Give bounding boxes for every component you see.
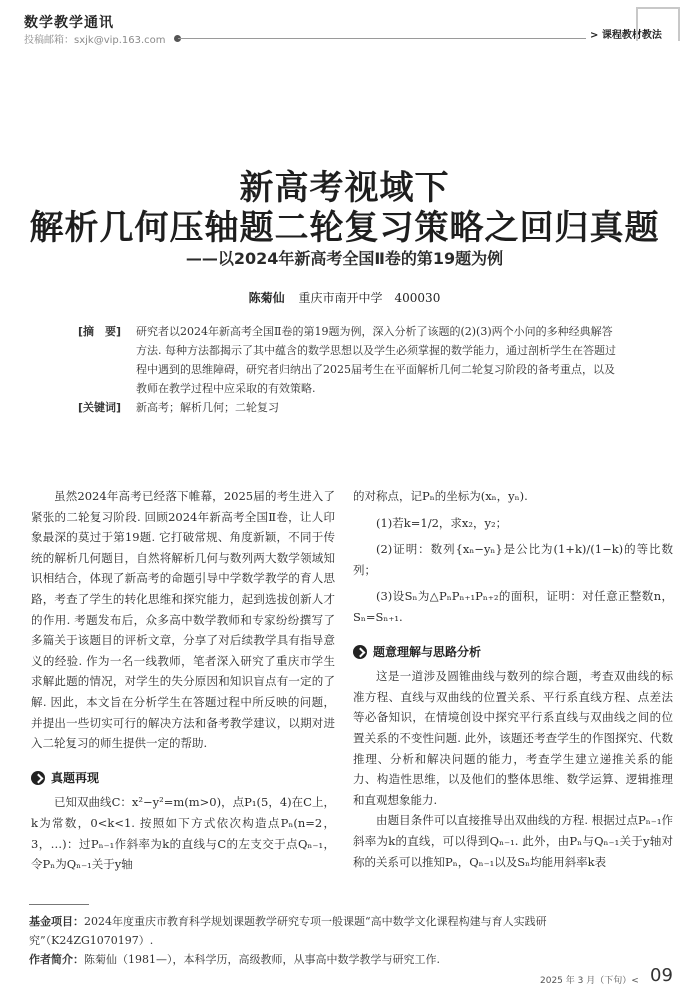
corner-tab [636, 7, 680, 41]
abstract-text: 研究者以2024年新高考全国Ⅱ卷的第19题为例，深入分析了该题的(2)(3)两个小问的多种经典解答方法. 每种方法都揭示了其中蕴含的数学思想以及学生必须掌握的数学能力，通过剖析学生在答题过程中遇到的思维障碍，研究者归纳出了2025届考生在平面解析几何二轮复习阶段的备考重点，以及教师在教学过程中应采取的有效策略. [136, 325, 616, 395]
abstract-label: [摘 要] [78, 325, 122, 338]
journal-title: 数学教学通讯 [24, 15, 114, 31]
section-heading-problem [31, 768, 335, 789]
fund-text: 2024年度重庆市教育科学规划课题教学研究专项一般课题“高中数学文化课程构建与育人实践研究”（K24ZG1070197）. [29, 915, 547, 947]
section-title: 题意理解与思路分析 [373, 644, 482, 659]
article-title-line2: 解析几何压轴题二轮复习策略之回归真题 [29, 208, 660, 248]
issue-date: 2025 年 3 月（下旬）< [540, 976, 639, 986]
abstract-row [78, 322, 618, 398]
keywords-text: 新高考；解析几何；二轮复习 [136, 401, 279, 414]
fund-label: 基金项目： [29, 915, 84, 928]
author-bio-text: 陈菊仙（1981—），本科学历，高级教师，从事高中数学教学与研究工作. [84, 953, 440, 966]
author-bio-label: 作者简介： [29, 953, 84, 966]
column-name: > 课程教材教法 [590, 30, 662, 41]
article-subtitle: ——以2024年新高考全国Ⅱ卷的第19题为例 [185, 249, 504, 268]
article-title-line1: 新高考视域下 [239, 168, 450, 208]
analysis-paragraph-2: 由题目条件可以直接推导出双曲线的方程. 根据过点Pₙ₋₁作斜率为k的直线，可以得到Qₙ₋₁. 此外，由Pₙ与Qₙ₋₁关于y轴对称的关系可以推知Pₙ，Qₙ₋₁以及Sₙ均能用斜率k表 [353, 813, 673, 869]
author-line [0, 289, 689, 306]
section-check-icon [31, 771, 45, 785]
intro-paragraph: 虽然2024年高考已经落下帷幕，2025届的考生进入了紧张的二轮复习阶段. 回顾2024年新高考全国Ⅱ卷，让人印象最深的莫过于第19题. 它打破常规、角度新颖，不同于传统的解析几何题目，自然将解析几何与数列两大数学领域知识相结合，体现了新高考的命题引导中学数学教学的育人思路，考查了学生的转化思维和探究能力，起到选拔创新人才的作用. 考题发布后，众多高中数学教师和专家纷纷撰写了多篇关于该题目的评析文章，分享了对后续教学具有指导意义的经验. 作为一名一线教师，笔者深入研究了重庆市学生求解此题的情况，对学生的失分原因和知识盲点有一定的了解. 因此，本文旨在分析学生在答题过程中所反映的问题，并提出一些切实可行的解决方法和备考教学建议，以期对进入二轮复习的师生提供一定的帮助. [31, 489, 335, 751]
footnote-rule [29, 904, 89, 905]
section-heading-analysis [353, 642, 673, 663]
page-number: 09 [650, 965, 673, 986]
problem-continued: 的对称点，记Pₙ的坐标为(xₙ，yₙ). [353, 489, 528, 503]
question-1: (1)若k=1/2，求x₂，y₂； [376, 515, 508, 530]
author-bio-line [29, 950, 669, 969]
question-3: (3)设Sₙ为△PₙPₙ₊₁Pₙ₊₂的面积，证明：对任意正整数n，Sₙ=Sₙ₊₁. [353, 589, 673, 624]
header-rule [178, 38, 586, 39]
keywords-label: [关键词] [78, 401, 122, 414]
author-affiliation: 重庆市南开中学 400030 [298, 291, 441, 305]
author-name: 陈菊仙 [248, 291, 285, 305]
right-column [353, 486, 673, 872]
footnote-block [29, 912, 669, 969]
question-2: (2)证明：数列{xₙ−yₙ}是公比为(1+k)/(1−k)的等比数列； [353, 542, 673, 577]
left-column [31, 486, 335, 875]
fund-line [29, 912, 669, 950]
abstract-block [78, 322, 618, 417]
section-title: 真题再现 [51, 770, 100, 785]
submission-email: 投稿邮箱：sxjk@vip.163.com [24, 35, 166, 46]
analysis-paragraph-1: 这是一道涉及圆锥曲线与数列的综合题，考查双曲线的标准方程、直线与双曲线的位置关系、平行系直线方程、点差法等必备知识，在情境创设中探究平行系直线与双曲线之间的位置关系的不变性问题. 此外，该题还考查学生的作图探究、代数推理、分析和解决问题的能力，考查学生建立递推关系的能力、构造性思维，以及他们的整体思维、数学运算、逻辑推理和直观想象能力. [353, 669, 673, 807]
section-check-icon [353, 645, 367, 659]
keywords-row [78, 398, 618, 417]
problem-statement: 已知双曲线C：x²−y²=m(m>0)，点P₁(5，4)在C上，k为常数，0<k<1. 按照如下方式依次构造点Pₙ(n=2，3，…)：过Pₙ₋₁作斜率为k的直线与C的左支交于点Qₙ₋₁，令Pₙ为Qₙ₋₁关于y轴 [31, 795, 335, 872]
